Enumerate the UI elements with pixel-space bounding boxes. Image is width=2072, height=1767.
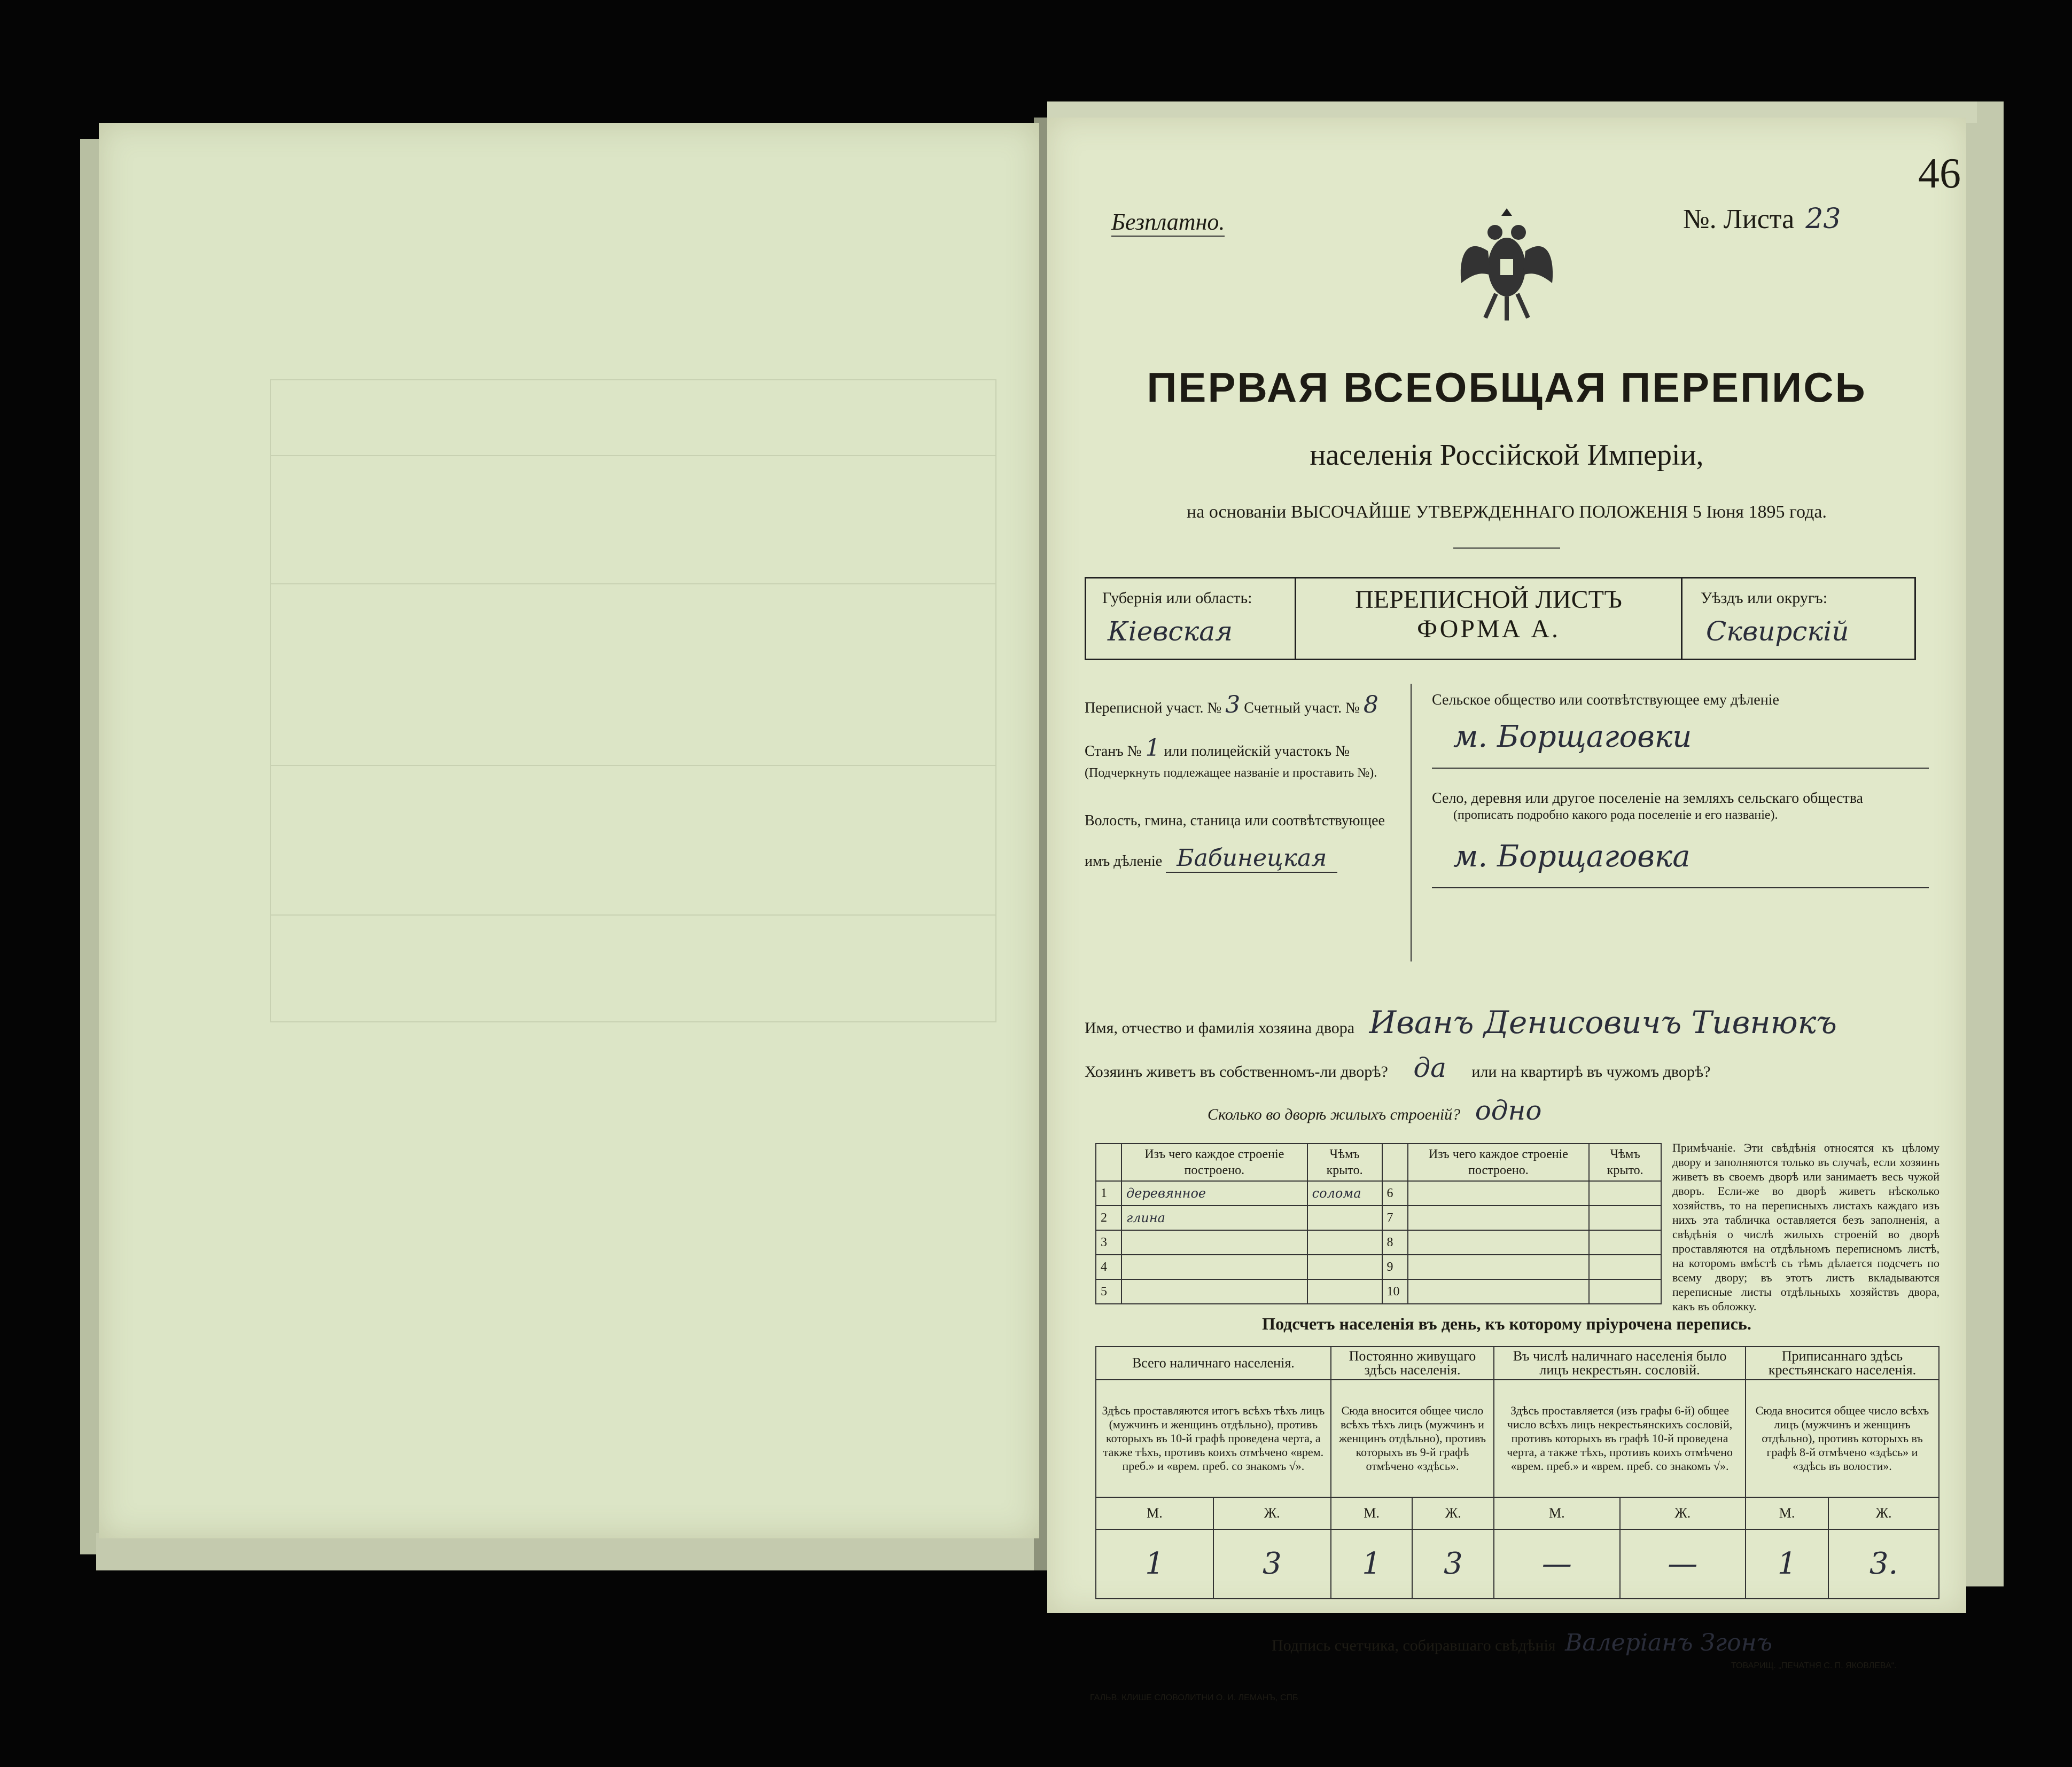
sheet-number [1683,203,1841,235]
male-label: М. [1746,1497,1828,1529]
count-desc-row [1096,1380,1939,1497]
underline-note: (Подчеркнуть подлежащее названіе и проставить №). [1085,766,1377,780]
census-section-value: 3 [1225,691,1241,718]
row-number: 2 [1096,1206,1121,1230]
village-label: Село, деревня или другое поселеніе на земляхъ сельскаго общества [1432,790,1863,807]
table-row [1096,1255,1661,1279]
buildings-table [1095,1143,1662,1304]
row-number: 3 [1096,1230,1121,1255]
row-number: 10 [1382,1279,1408,1304]
col-head-present: Всего наличнаго населенія. [1096,1347,1331,1380]
printer-credit-right: ТОВАРИЩ. „ПЕЧАТНЯ С. П. ЯКОВЛЕВА“. [1731,1661,1897,1670]
buildings-value: одно [1475,1095,1542,1126]
female-label: Ж. [1213,1497,1331,1529]
archive-number: 46 [1918,150,1961,197]
col-head-registered: Приписаннаго здѣсь крестьянскаго населенія. [1746,1347,1939,1380]
signature-row [1272,1629,1772,1656]
stan-label: Станъ № [1085,743,1142,760]
building-roof [1307,1206,1382,1230]
province-value: Кіевская [1108,616,1233,647]
present-female-count: 3 [1213,1529,1331,1599]
count-title: Подсчетъ населенія въ день, къ которому пріурочена перепись. [1262,1314,1751,1333]
owner-value: Иванъ Денисовичъ Тивнюкъ [1369,1004,1837,1041]
province-label: Губернія или область: [1102,589,1252,607]
row-number: 7 [1382,1206,1408,1230]
signature-value: Валеріанъ Згонъ [1565,1629,1772,1656]
registered-female-count: 3. [1828,1529,1939,1599]
double-headed-eagle-emblem [1453,203,1560,326]
female-label: Ж. [1412,1497,1494,1529]
residence-row [1085,1052,1939,1083]
left-page [99,123,1039,1538]
row-number: 9 [1382,1255,1408,1279]
row-number: 1 [1096,1181,1121,1206]
male-label: М. [1494,1497,1619,1529]
admin-fields-right [1432,692,1929,888]
non-peasant-male-count: — [1494,1529,1619,1599]
legal-basis: на основаніи ВЫСОЧАЙШЕ УТВЕРЖДЕННАГО ПОЛОЖЕНІЯ 5 Іюня 1895 года. [1187,502,1827,522]
bldg-col-material-left: Изъ чего каждое строеніе построено. [1121,1144,1307,1181]
stan-value: 1 [1145,734,1160,762]
admin-fields-left [1085,684,1395,875]
bldg-col-roof-right: Чѣмъ крыто. [1589,1144,1661,1181]
census-section-row [1085,684,1395,730]
owner-label: Имя, отчество и фамилія хозяина двора [1085,1019,1355,1037]
show-through-grid [270,379,996,1022]
form-title-block [1295,578,1682,659]
society-value: м. Борщаговки [1432,720,1929,769]
census-subtitle: населенія Россійской Имперіи, [1310,439,1704,472]
female-label: Ж. [1620,1497,1746,1529]
table-row [1096,1279,1661,1304]
building-material: деревянное [1121,1181,1307,1206]
row-number: 4 [1096,1255,1121,1279]
bldg-col-roof-left: Чѣмъ крыто. [1307,1144,1382,1181]
count-header-row [1096,1347,1939,1380]
left-stack-bottom [96,1533,1047,1570]
col-head-non-peasant: Въ числѣ наличнаго населенія было лицъ некрестьян. сословій. [1494,1347,1746,1380]
buildings-label: Сколько во дворѣ жилыхъ строеній? [1208,1106,1461,1123]
ornament-divider [1453,548,1560,549]
permanent-female-count: 3 [1412,1529,1494,1599]
building-roof: солома [1307,1181,1382,1206]
permanent-male-count: 1 [1331,1529,1413,1599]
male-label: М. [1331,1497,1413,1529]
signature-label: Подпись счетчика, собиравшаго свѣдѣнія [1272,1637,1556,1654]
owner-row [1085,1004,1939,1041]
col-desc-present: Здѣсь проставляются итогъ всѣхъ тѣхъ лицъ (мужчинъ и женщинъ отдѣльно), противъ которыхъ въ 10-й графѣ проведена черта, а также тѣхъ, противъ коихъ отмѣчено «врем. преб.» и «врем. преб. со знакомъ √». [1096,1380,1331,1497]
male-label: М. [1096,1497,1213,1529]
rented-label: или на квартирѣ въ чужомъ дворѣ? [1471,1063,1711,1081]
census-section-label: Переписной участ. № [1085,700,1222,716]
police-station-label: или полицейскій участокъ № [1164,743,1350,760]
col-head-permanent: Постоянно живущаго здѣсь населенія. [1331,1347,1494,1380]
sex-header-row [1096,1497,1939,1529]
district-label: Уѣздъ или округъ: [1701,589,1828,607]
price-note: Безплатно. [1111,208,1225,237]
col-desc-registered: Сюда вносится общее число всѣхъ лицъ (мужчинъ и женщинъ отдѣльно), противъ которыхъ въ графѣ 8-й отмѣчено «здѣсь» и «здѣсь въ волости». [1746,1380,1939,1497]
row-number: 6 [1382,1181,1408,1206]
non-peasant-female-count: — [1620,1529,1746,1599]
district-value: Сквирскій [1706,616,1849,647]
counting-section-value: 8 [1363,691,1378,718]
stan-row [1085,735,1395,765]
row-number: 5 [1096,1279,1121,1304]
sheet-number-label: №. Листа [1683,204,1795,234]
counting-section-label: Счетный участ. № [1244,700,1360,716]
village-value: м. Борщаговка [1432,839,1929,888]
population-count-table [1095,1346,1939,1599]
present-male-count: 1 [1096,1529,1213,1599]
sheet-number-value: 23 [1805,203,1841,235]
census-title: ПЕРВАЯ ВСЕОБЩАЯ ПЕРЕПИСЬ [1147,364,1867,411]
registered-male-count: 1 [1746,1529,1828,1599]
col-desc-non-peasant: Здѣсь проставляется (изъ графы 6-й) общее число всѣхъ лицъ некрестьянскихъ сословій, противъ которыхъ въ графѣ 10-й проведена черта, а также тѣхъ, противъ коихъ отмѣчено «врем. преб.» и «врем. преб. со знакомъ √». [1494,1380,1746,1497]
printer-credit-left: ГАЛЬВ. КЛИШЕ СЛОВОЛИТНИ О. И. ЛЕМАНЪ, СПБ [1090,1693,1298,1702]
volost-label-2: имъ дѣленіе [1085,853,1163,870]
col-desc-permanent: Сюда вносится общее число всѣхъ тѣхъ лицъ (мужчинъ и женщинъ отдѣльно), противъ которыхъ въ 9-й графѣ отмѣчено «здѣсь». [1331,1380,1494,1497]
buildings-table-header [1096,1144,1661,1181]
table-row [1096,1206,1661,1230]
own-yard-value: да [1413,1052,1446,1083]
census-form-page [1047,118,1966,1702]
column-divider [1411,684,1412,961]
table-row [1096,1181,1661,1206]
form-header-box [1085,577,1916,660]
form-subtitle: ФОРМА А. [1417,615,1560,643]
volost-value: Бабинецкая [1166,845,1337,873]
row-number: 8 [1382,1230,1408,1255]
village-note: (прописать подробно какого рода поселеніе и его названіе). [1453,808,1778,822]
buildings-row [1208,1095,1542,1126]
female-label: Ж. [1828,1497,1939,1529]
society-label: Сельское общество или соотвѣтствующее ему дѣленіе [1432,692,1779,708]
building-material: глина [1121,1206,1307,1230]
table-row [1096,1230,1661,1255]
own-yard-label: Хозяинъ живетъ въ собственномъ-ли дворѣ? [1085,1063,1388,1081]
count-values-row [1096,1529,1939,1599]
bldg-col-material-right: Изъ чего каждое строеніе построено. [1408,1144,1590,1181]
form-title: ПЕРЕПИСНОЙ ЛИСТЪ [1355,585,1622,614]
volost-row [1085,845,1395,875]
volost-label: Волость, гмина, станица или соотвѣтствующее [1085,812,1385,829]
buildings-note: Примѣчаніе. Эти свѣдѣнія относятся къ цѣлому двору и заполняются только въ случаѣ, если хозяинъ живетъ въ своемъ дворѣ или занимаетъ весь чужой дворъ. Если-же во дворѣ живетъ нѣсколько хозяйствъ, то на переписныхъ листахъ каждаго изъ нихъ эта табличка оставляется безъ заполненія, а свѣдѣнія о числѣ жилыхъ строеній во дворѣ проставляются на отдѣльномъ переписномъ листѣ, на которомъ вмѣстѣ съ тѣмъ дѣлается подсчетъ по всему двору; въ этотъ листъ вкладываются переписные листы отдѣльныхъ хозяйствъ двора, какъ въ обложку. [1672,1141,1939,1313]
